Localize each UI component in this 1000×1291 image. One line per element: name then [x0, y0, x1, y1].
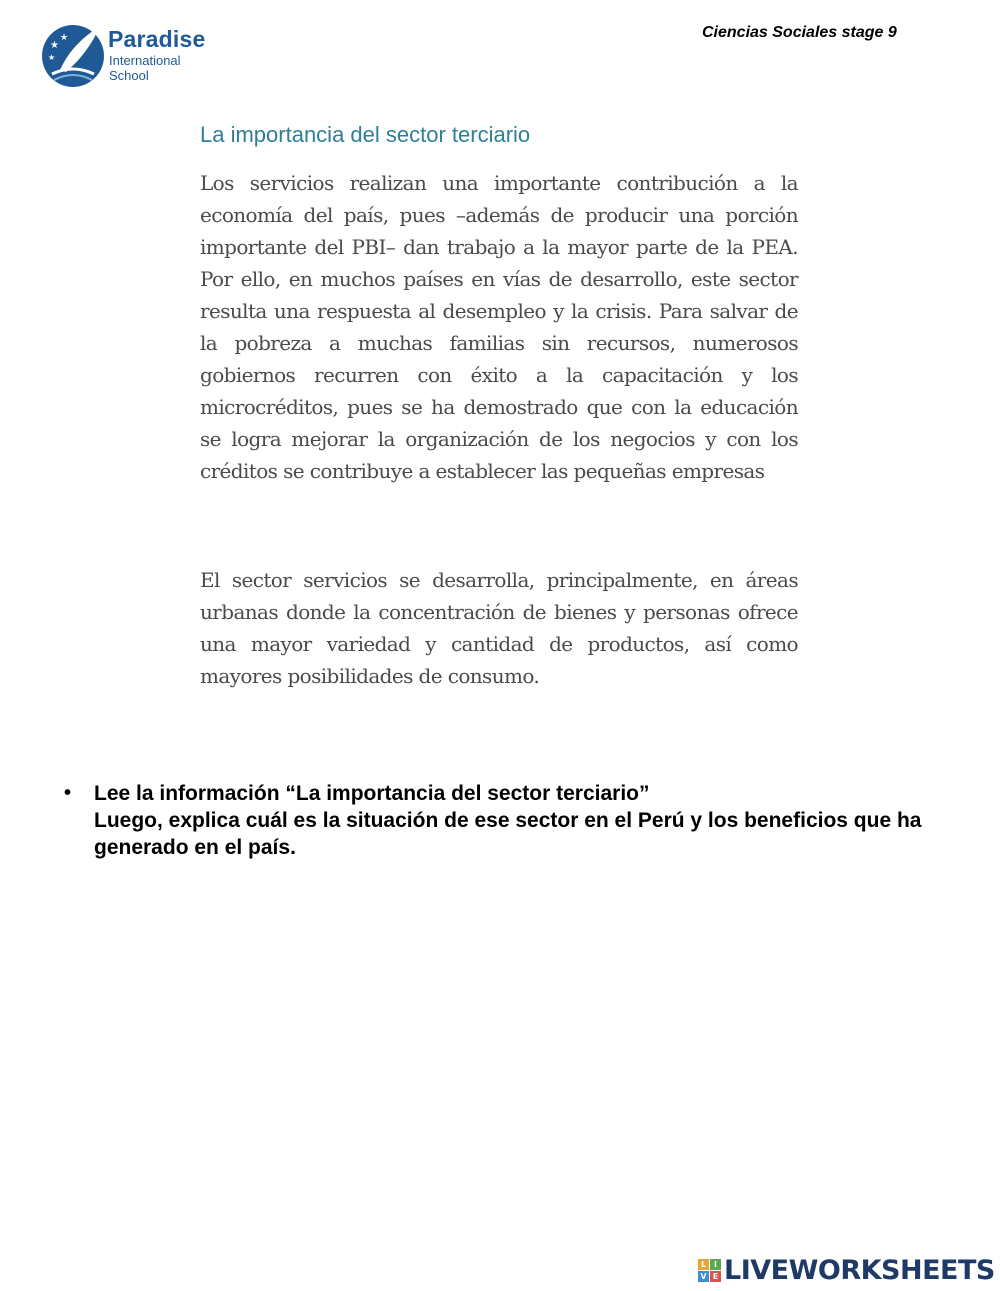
task-line-1: Lee la información “La importancia del sector terciario” — [94, 782, 650, 805]
school-subtitle — [109, 53, 181, 83]
task-line-2: Luego, explica cuál es la situación de ese sector en el Perú y los beneficios que ha generado en el país. — [94, 809, 922, 859]
reading-title: La importancia del sector terciario — [200, 122, 531, 147]
svg-text:★: ★ — [50, 40, 59, 51]
svg-text:★: ★ — [48, 53, 56, 62]
bullet-point: • — [64, 782, 72, 804]
school-name: Paradise — [108, 26, 206, 52]
school-sub-line-1: International — [109, 53, 181, 68]
liveworksheets-footer — [698, 1252, 995, 1288]
liveworksheets-badge-icon — [698, 1259, 721, 1282]
badge-letter: E — [710, 1271, 721, 1282]
school-sub-line-2: School — [109, 68, 149, 83]
liveworksheets-brand: LIVEWORKSHEETS — [724, 1254, 995, 1286]
course-label: Ciencias Sociales stage 9 — [702, 24, 897, 41]
badge-letter: V — [698, 1271, 709, 1282]
badge-letter: I — [710, 1259, 721, 1270]
badge-letter: L — [698, 1259, 709, 1270]
school-logo — [40, 18, 240, 94]
task-text — [94, 780, 954, 861]
svg-text:★: ★ — [60, 33, 69, 43]
reading-paragraph-1: Los servicios realizan una importante contribución a la economía del país, pues –además de producir una porción importante del PBI– dan trabajo a la mayor parte de la PEA. Por ello, en muchos países en vías de desarrollo, este sector resulta una respuesta al desempleo y la crisis. Para salvar de la pobreza a muchas familias sin recursos, numerosos gobiernos recurren con éxito a la capacitación y los microcréditos, pues se ha demostrado que con la educación se logra mejorar la organización de los negocios y con los créditos se contribuye a establecer las pequeñas empresas — [200, 171, 798, 483]
school-crest-icon — [40, 18, 106, 94]
reading-paragraph-2: El sector servicios se desarrolla, principalmente, en áreas urbanas donde la concentración de bienes y personas ofrece una mayor variedad y cantidad de productos, así como mayores posibilidades de consumo. — [200, 568, 798, 688]
